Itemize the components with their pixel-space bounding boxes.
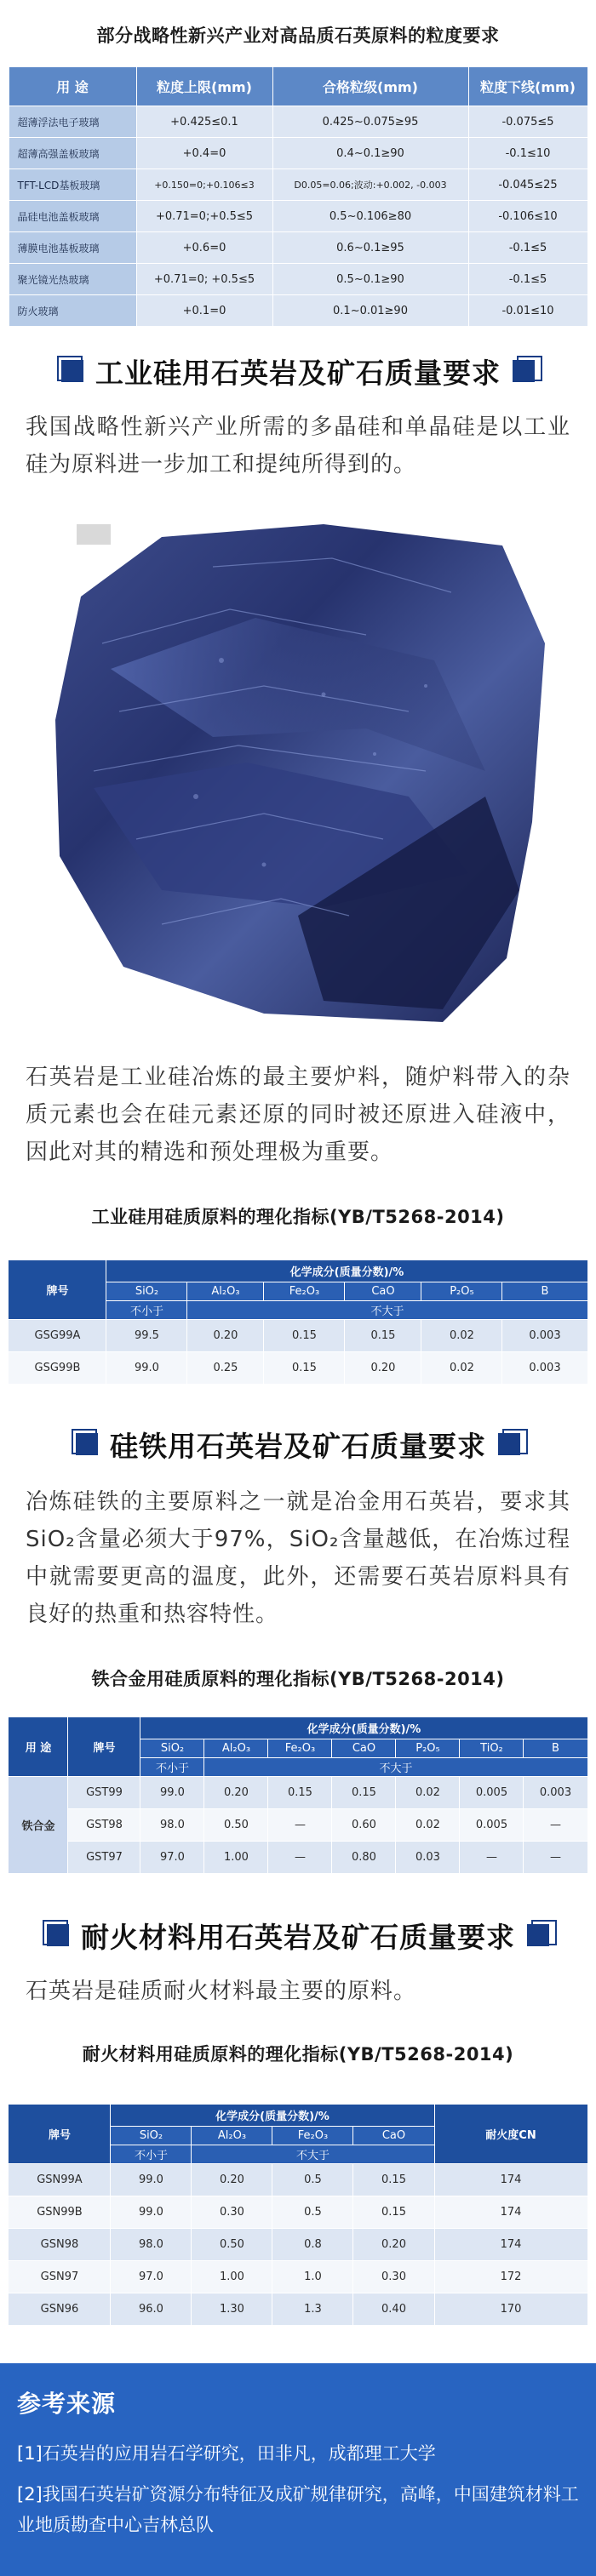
table-row	[9, 1777, 587, 1809]
table-cell: 0.20	[204, 1777, 268, 1809]
table-cell: 99.0	[111, 2164, 192, 2196]
table-cell: 0.4~0.1≥90	[272, 138, 468, 169]
table-cell: 174	[434, 2229, 587, 2261]
reference-item: [1]石英岩的应用岩石学研究，田非凡，成都理工大学	[17, 2443, 436, 2464]
table-cell: 0.15	[345, 1320, 421, 1352]
grade-cell: GSG99A	[9, 1320, 106, 1352]
section-title: 耐火材料用石英岩及矿石质量要求	[81, 1920, 515, 1954]
col-header-upper: 粒度上限(mm)	[136, 67, 272, 106]
table-cell: 0.15	[264, 1320, 345, 1352]
col-header: Fe₂O₃	[264, 1282, 345, 1301]
table-cell: 99.0	[111, 2196, 192, 2229]
square-bullet-icon	[76, 1433, 98, 1455]
table-cell: +0.71=0;+0.5≤5	[136, 201, 272, 232]
col-header-grade: 牌号	[9, 2105, 111, 2164]
reference-item: [2]我国石英岩矿资源分布特征及成矿规律研究，高峰，中国建筑材料工业地质勘查中心吉林总队	[17, 2484, 579, 2535]
use-cell: 铁合金	[9, 1777, 68, 1874]
table-cell: +0.1=0	[136, 295, 272, 327]
square-bullet-icon	[527, 1924, 549, 1946]
grade-cell: GST99	[68, 1777, 140, 1809]
table-row	[9, 138, 587, 169]
table-cell: 1.0	[272, 2261, 353, 2293]
table-cell: 0.5~0.106≥80	[272, 201, 468, 232]
col-header-use: 用 途	[9, 1717, 68, 1777]
table-cell: +0.425≤0.1	[136, 106, 272, 138]
paragraph: 石英岩是工业硅冶炼的最主要炉料，随炉料带入的杂质元素也会在硅元素还原的同时被还原进入硅液中，因此对其的精选和预处理极为重要。	[26, 1065, 570, 1165]
min-label: 不小于	[140, 1758, 204, 1777]
col-header: Al₂O₃	[192, 2127, 272, 2145]
quartzite-rock-image	[43, 516, 553, 1035]
table-cell: 0.02	[421, 1320, 502, 1352]
table-row	[9, 2196, 587, 2229]
table-cell: 0.50	[192, 2229, 272, 2261]
table-cell: 99.5	[106, 1320, 187, 1352]
table-cell: +0.150=0;+0.106≤3	[136, 169, 272, 201]
table-row	[9, 1809, 587, 1842]
max-label: 不大于	[192, 2145, 434, 2164]
use-cell: 晶硅电池盖板玻璃	[9, 201, 136, 232]
col-header-lower: 粒度下线(mm)	[468, 67, 587, 106]
paragraph: 冶炼硅铁的主要原料之一就是冶金用石英岩，要求其SiO₂含量必须大于97%，SiO₂含量越低，在冶炼过程中就需要更高的温度，此外，还需要石英岩原料具有良好的热重和热容特性。	[26, 1489, 570, 1627]
table-cell: 0.03	[396, 1842, 460, 1874]
min-label: 不小于	[106, 1301, 187, 1320]
table-cell: -0.1≤5	[468, 232, 587, 264]
col-header: SiO₂	[140, 1739, 204, 1758]
table-cell: 0.6~0.1≥95	[272, 232, 468, 264]
col-header-grade: 牌号	[68, 1717, 140, 1777]
table-cell: 0.80	[332, 1842, 396, 1874]
grade-cell: GSN99A	[9, 2164, 111, 2196]
table-cell: +0.6=0	[136, 232, 272, 264]
table-cell: 0.30	[192, 2196, 272, 2229]
table-cell: -0.106≤10	[468, 201, 587, 232]
use-cell: 聚光镜光热玻璃	[9, 264, 136, 295]
table-cell: 1.30	[192, 2293, 272, 2326]
table-cell: 0.5	[272, 2164, 353, 2196]
table-cell: 174	[434, 2164, 587, 2196]
col-header: B	[502, 1282, 587, 1301]
grade-cell: GST98	[68, 1809, 140, 1842]
table-cell: 0.25	[187, 1352, 264, 1385]
table-cell: 99.0	[140, 1777, 204, 1809]
grade-cell: GSN96	[9, 2293, 111, 2326]
table-cell: 0.02	[396, 1777, 460, 1809]
col-header: P₂O₅	[421, 1282, 502, 1301]
col-header: CaO	[353, 2127, 434, 2145]
col-header-group: 化学成分(质量分数)/%	[140, 1717, 587, 1739]
col-header: Fe₂O₃	[268, 1739, 332, 1758]
table-row	[9, 201, 587, 232]
col-header: Fe₂O₃	[272, 2127, 353, 2145]
table-cell: 98.0	[140, 1809, 204, 1842]
table-row	[9, 1320, 587, 1352]
col-header: B	[524, 1739, 587, 1758]
paragraph: 石英岩是硅质耐火材料最主要的原料。	[26, 1979, 417, 2004]
table-cell: 1.00	[204, 1842, 268, 1874]
col-header-group: 化学成分(质量分数)/%	[111, 2105, 434, 2127]
paragraph: 我国战略性新兴产业所需的多晶硅和单晶硅是以工业硅为原料进一步加工和提纯所得到的。	[26, 414, 570, 477]
table3-caption: 铁合金用硅质原料的理化指标(YB/T5268-2014)	[91, 1669, 505, 1689]
section-title: 硅铁用石英岩及矿石质量要求	[110, 1429, 486, 1463]
col-header: SiO₂	[111, 2127, 192, 2145]
use-cell: 超薄高强盖板玻璃	[9, 138, 136, 169]
table-cell: 172	[434, 2261, 587, 2293]
table-row	[9, 2229, 587, 2261]
table-cell: 0.15	[353, 2196, 434, 2229]
table-row	[9, 295, 587, 327]
section-heading	[0, 346, 596, 397]
table-cell: —	[524, 1842, 587, 1874]
col-header: SiO₂	[106, 1282, 187, 1301]
table-cell: 0.20	[345, 1352, 421, 1385]
section-heading	[0, 1419, 596, 1470]
table-cell: 0.5~0.1≥90	[272, 264, 468, 295]
grade-cell: GST97	[68, 1842, 140, 1874]
table-cell: -0.1≤5	[468, 264, 587, 295]
table-cell: -0.075≤5	[468, 106, 587, 138]
col-header-use: 用 途	[9, 67, 136, 106]
max-label: 不大于	[204, 1758, 587, 1777]
col-header: Al₂O₃	[204, 1739, 268, 1758]
table-cell: 174	[434, 2196, 587, 2229]
table-cell: 0.15	[332, 1777, 396, 1809]
table-cell: 0.8	[272, 2229, 353, 2261]
table-row	[9, 232, 587, 264]
table1-caption: 部分战略性新兴产业对高品质石英原料的粒度要求	[96, 26, 500, 46]
col-header: CaO	[345, 1282, 421, 1301]
table4-caption: 耐火材料用硅质原料的理化指标(YB/T5268-2014)	[82, 2044, 514, 2065]
references-panel	[0, 2363, 596, 2576]
industrial-silicon-table	[8, 1259, 587, 1385]
grade-cell: GSN98	[9, 2229, 111, 2261]
table-cell: 96.0	[111, 2293, 192, 2326]
use-cell: 防火玻璃	[9, 295, 136, 327]
table-cell: 0.425~0.075≥95	[272, 106, 468, 138]
table-row	[9, 2293, 587, 2326]
square-bullet-icon	[513, 360, 535, 382]
square-bullet-icon	[47, 1924, 69, 1946]
table-cell: 0.50	[204, 1809, 268, 1842]
grade-cell: GSN99B	[9, 2196, 111, 2229]
table-cell: —	[268, 1842, 332, 1874]
table-cell: -0.01≤10	[468, 295, 587, 327]
table-cell: 0.60	[332, 1809, 396, 1842]
table-cell: 170	[434, 2293, 587, 2326]
table-cell: 0.02	[421, 1352, 502, 1385]
use-cell: 超薄浮法电子玻璃	[9, 106, 136, 138]
grade-cell: GSN97	[9, 2261, 111, 2293]
use-cell: TFT-LCD基板玻璃	[9, 169, 136, 201]
table-cell: —	[268, 1809, 332, 1842]
table-cell: 0.005	[460, 1777, 524, 1809]
table-row	[9, 2164, 587, 2196]
table-row	[9, 1842, 587, 1874]
col-header: TiO₂	[460, 1739, 524, 1758]
col-header-grade: 牌号	[9, 1260, 106, 1320]
table-cell: +0.71=0; +0.5≤5	[136, 264, 272, 295]
table-cell: 0.003	[524, 1777, 587, 1809]
table-cell: 0.20	[187, 1320, 264, 1352]
table-cell: +0.4=0	[136, 138, 272, 169]
table-cell: 99.0	[106, 1352, 187, 1385]
table-cell: —	[524, 1809, 587, 1842]
ferroalloy-table	[8, 1716, 587, 1874]
table2-caption: 工业硅用硅质原料的理化指标(YB/T5268-2014)	[91, 1207, 505, 1227]
table-cell: 0.20	[192, 2164, 272, 2196]
refractory-table	[8, 2104, 587, 2326]
table-cell: -0.1≤10	[468, 138, 587, 169]
col-header-refractoriness: 耐火度CN	[434, 2105, 587, 2164]
table-cell: 0.20	[353, 2229, 434, 2261]
min-label: 不小于	[111, 2145, 192, 2164]
table-row	[9, 264, 587, 295]
table-cell: 97.0	[111, 2261, 192, 2293]
table-cell: 0.15	[268, 1777, 332, 1809]
quartzite-photo	[43, 516, 553, 1035]
table-cell: 97.0	[140, 1842, 204, 1874]
table-cell: 0.003	[502, 1320, 587, 1352]
table-cell: -0.045≤25	[468, 169, 587, 201]
table-cell: 0.5	[272, 2196, 353, 2229]
table-cell: 0.02	[396, 1809, 460, 1842]
table-cell: 0.003	[502, 1352, 587, 1385]
col-header: Al₂O₃	[187, 1282, 264, 1301]
table-cell: 1.3	[272, 2293, 353, 2326]
col-header-group: 化学成分(质量分数)/%	[106, 1260, 587, 1282]
max-label: 不大于	[187, 1301, 587, 1320]
table-row	[9, 106, 587, 138]
section-heading	[0, 1910, 596, 1961]
square-bullet-icon	[61, 360, 83, 382]
table-cell: 0.1~0.01≥90	[272, 295, 468, 327]
table-row	[9, 2261, 587, 2293]
references-title: 参考来源	[17, 2390, 117, 2418]
table-cell: D0.05=0.06;波动:+0.002, -0.003	[272, 169, 468, 201]
section-title: 工业硅用石英岩及矿石质量要求	[95, 356, 501, 390]
table-cell: 0.005	[460, 1809, 524, 1842]
table-cell: 98.0	[111, 2229, 192, 2261]
table-cell: —	[460, 1842, 524, 1874]
col-header-qualified: 合格粒级(mm)	[272, 67, 468, 106]
col-header: P₂O₅	[396, 1739, 460, 1758]
table-cell: 0.30	[353, 2261, 434, 2293]
table-cell: 1.00	[192, 2261, 272, 2293]
table-cell: 0.15	[264, 1352, 345, 1385]
grade-cell: GSG99B	[9, 1352, 106, 1385]
table-row	[9, 1352, 587, 1385]
table-cell: 0.15	[353, 2164, 434, 2196]
square-bullet-icon	[498, 1433, 520, 1455]
table-cell: 0.40	[353, 2293, 434, 2326]
granularity-table	[9, 66, 588, 327]
table-row	[9, 169, 587, 201]
col-header: CaO	[332, 1739, 396, 1758]
use-cell: 薄膜电池基板玻璃	[9, 232, 136, 264]
